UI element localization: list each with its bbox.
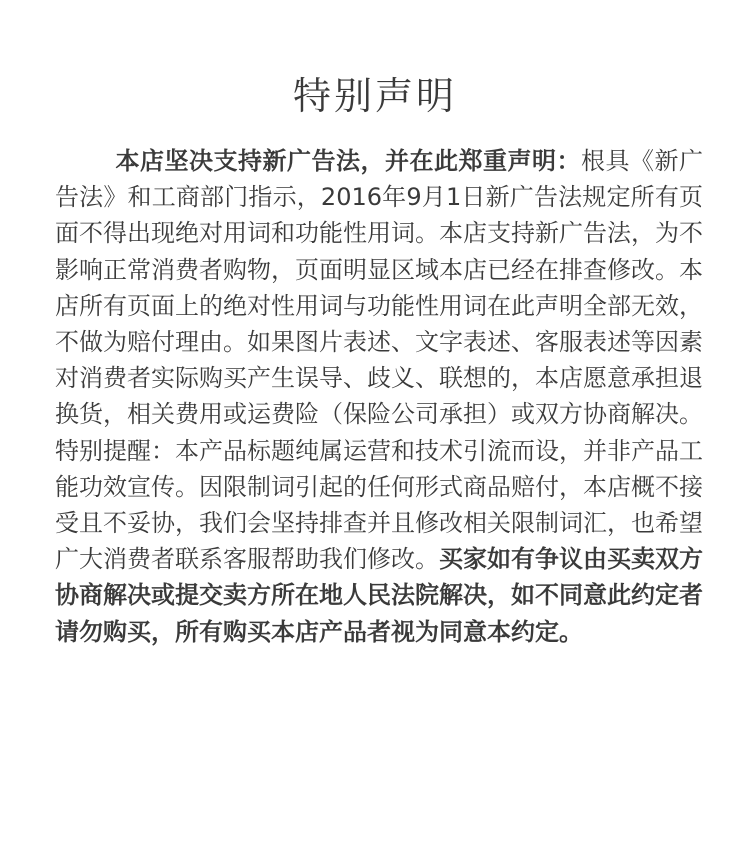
statement-body xyxy=(55,143,703,650)
page-title: 特别声明 xyxy=(292,74,457,118)
statement-closing: 买家如有争议由买卖双方协商解决或提交卖方所在地人民法院解决，如不同意此约定者请勿购买，所有购买本店产品者视为同意本约定。 xyxy=(55,545,703,646)
statement-text: 根具《新广告法》和工商部门指示，2016年9月1日新广告法规定所有页面不得出现绝对用词和功能性用词。本店支持新广告法，为不影响正常消费者购物，页面明显区域本店已经在排查修改。本店所有页面上的绝对性用词与功能性用词在此声明全部无效，不做为赔付理由。如果图片表述、文字表述、客服表述等因素对消费者实际购买产生误导、歧义、联想的，本店愿意承担退换货，相关费用或运费险（保险公司承担）或双方协商解决。特别提醒：本产品标题纯属运营和技术引流而设，并非产品工能功效宣传。因限制词引起的任何形式商品赔付，本店概不接受且不妥协，我们会坚持排查并且修改相关限制词汇，也希望广大消费者联系客服帮助我们修改。 xyxy=(55,147,703,574)
statement-paragraph xyxy=(55,143,703,650)
statement-lead: 本店坚决支持新广告法，并在此郑重声明： xyxy=(115,147,581,175)
